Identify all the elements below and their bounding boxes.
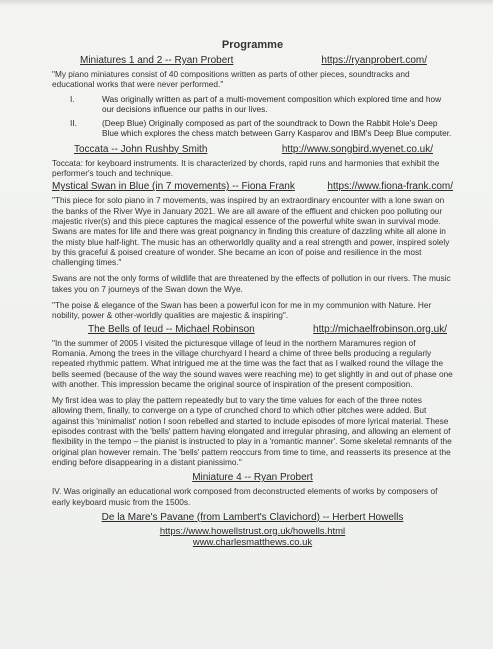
miniatures12-intro: "My piano miniatures consist of 40 compositions written as parts of other pieces, soundtracks and educational works that were never performed." xyxy=(52,69,410,90)
page-title: Programme xyxy=(221,39,284,51)
bells-url[interactable]: http://michaelfrobinson.org.uk/ xyxy=(313,323,447,335)
bells-paragraph-2: My first idea was to play the pattern repeatedly but to vary the time values for each of the three notes allowing them, finally, to converge on a type of crunched chord to which other pitches were added. But against this 'minimalist' notion I soon rebelled and started to include episodes of more lyrical material. These episodes contrast with the 'bells' pattern having elongated and irregular phrasing, and allowing an element of flexibility in the tempo – the pianist is instructed to play in a 'romantic manner'. Some skeletal remnants of the original plan however remain. The 'bells' pattern reoccurs from time to time, and reasserts its presence at the ending before disappearing in a distant pianissimo." xyxy=(52,395,452,467)
list-item-number: II. xyxy=(70,118,77,129)
toccata-url[interactable]: http://www.songbird.wyenet.co.uk/ xyxy=(281,143,433,155)
bells-paragraph-1: "In the summer of 2005 I visited the picturesque village of Ieud in the northern Maramures region of Romania. Among the trees in the village churchyard I heard a chime of three bells producing a regularly repeated rhythmic pattern. What intrigued me at the time was the fact that as I walked round the village the bells seemed (because of the way the sound waves were reaching me) to get slightly in and out of phase one with another. This impression became the original source of inspiration of the present composition. xyxy=(52,337,453,389)
pavane-link-matthews[interactable]: www.charlesmatthews.co.uk xyxy=(192,536,313,548)
page-fold-shadow xyxy=(0,0,493,6)
miniatures12-work-title: Miniatures 1 and 2 -- Ryan Probert xyxy=(80,55,234,66)
miniature4-work-title: Miniature 4 -- Ryan Probert xyxy=(192,472,313,484)
swan-header xyxy=(52,181,453,192)
miniatures12-url[interactable]: https://ryanprobert.com/ xyxy=(321,55,427,66)
miniatures12-header xyxy=(52,55,453,66)
toccata-text: Toccata: for keyboard instruments. It is characterized by chords, rapid runs and harmonies that exhibit the performer's touch and technique. xyxy=(52,157,440,179)
toccata-work-title: Toccata -- John Rushby Smith xyxy=(74,143,208,155)
pavane-link-howells[interactable]: https://www.howellstrust.org.uk/howells.html xyxy=(159,525,346,537)
list-item xyxy=(52,94,453,115)
miniatures12-list xyxy=(52,94,453,139)
swan-paragraph-3: "The poise & elegance of the Swan has been a powerful icon for me in my communion with Nature. Her nobility, power & other-worldly qualities are majestic & inspiring". xyxy=(52,300,432,321)
swan-url[interactable]: https://www.fiona-frank.com/ xyxy=(327,181,453,193)
bells-work-title: The Bells of Ieud -- Michael Robinson xyxy=(88,323,255,335)
miniature4-text: IV. Was originally an educational work composed from deconstructed elements of works by composers of early keyboard music from the 1500s. xyxy=(52,486,438,507)
list-item-text: (Deep Blue) Originally composed as part of the soundtrack to Down the Rabbit Hole's Deep Blue which explores the chess match between Garry Kasparov and IBM's Deep Blue computer. xyxy=(102,118,452,139)
bells-header xyxy=(52,324,453,335)
toccata-header xyxy=(52,144,453,155)
list-item-text: Was originally written as part of a multi-movement composition which explored time and how our decisions influence our paths in our lives. xyxy=(102,93,442,114)
pavane-work-title: De la Mare's Pavane (from Lambert's Clavichord) -- Herbert Howells xyxy=(101,511,404,523)
pavane-links xyxy=(52,526,453,548)
swan-work-title: Mystical Swan in Blue (in 7 movements) -- Fiona Frank xyxy=(52,181,295,193)
swan-paragraph-2: Swans are not the only forms of wildlife that are threatened by the effects of pollution in our rivers. The music takes you on 7 journeys of the Swan down the Wye. xyxy=(52,273,451,294)
list-item-number: I. xyxy=(70,93,75,104)
swan-paragraph-1: "This piece for solo piano in 7 movements, was inspired by an extraordinary encounter with a lone swan on the banks of the River Wye in January 2021. We are all aware of the effluent and chicken poo polluting our majestic river(s) and this piece captures the magical essence of the powerful white swan in survival mode. Swans are mates for life and there was great poignancy in finding this creature of dazzling white all alone in the misty blue half-light. The music has an otherworldly quality and a real strength and power, inspired solely by this graceful & poised creature of wonder. She became an icon of poise and resilience in the most challenging times." xyxy=(52,195,450,268)
list-item xyxy=(52,118,453,139)
